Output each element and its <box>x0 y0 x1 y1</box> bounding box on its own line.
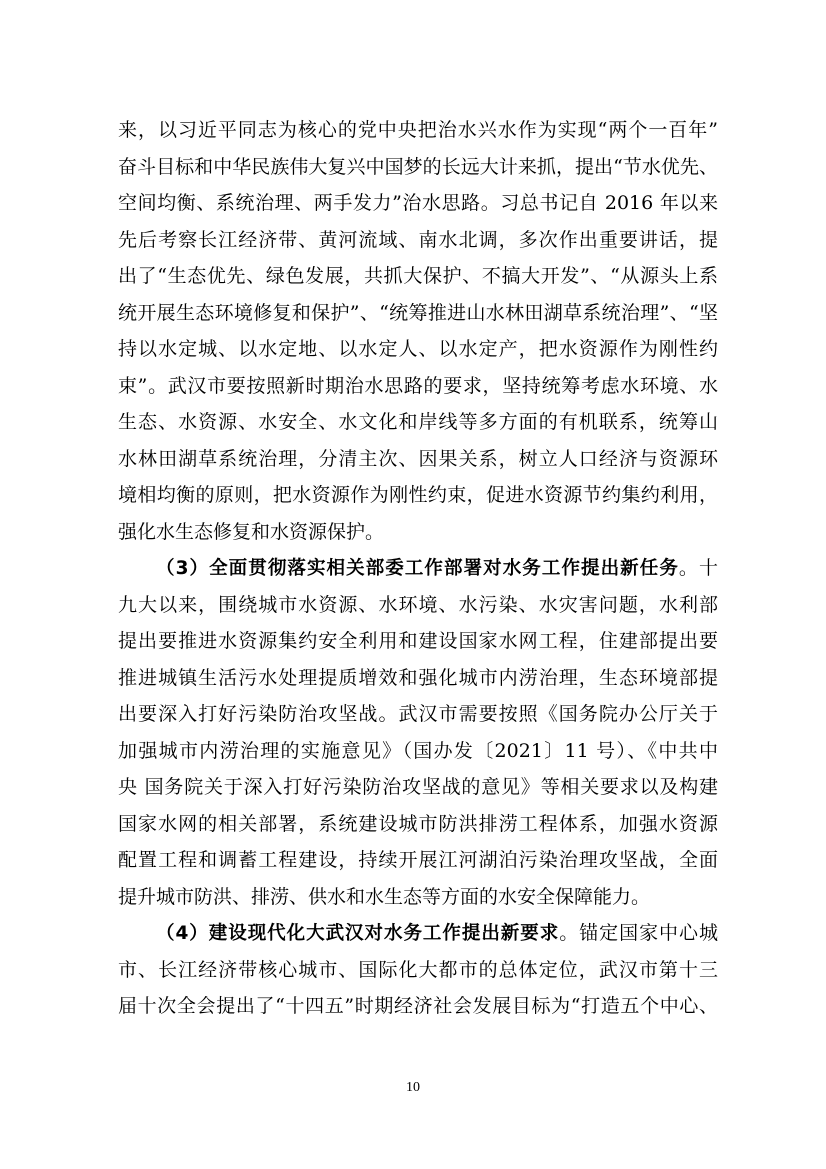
text-line <box>118 915 718 952</box>
line-text: 。十 <box>678 557 718 579</box>
text-line <box>118 952 718 989</box>
text-line <box>118 696 718 733</box>
text-line <box>118 477 718 514</box>
text-line <box>118 368 718 405</box>
line-text: 境相均衡的原则，把水资源作为刚性约束，促进水资源节约集约利用， <box>118 484 718 506</box>
text-line <box>118 222 718 259</box>
body-text <box>118 112 718 1025</box>
text-line <box>118 112 718 149</box>
text-line <box>118 404 718 441</box>
text-line <box>118 185 718 222</box>
line-text: 出了“生态优先、绿色发展，共抓大保护、不搞大开发”、“从源头上系 <box>118 265 718 287</box>
line-text: 配置工程和调蓄工程建设，持续开展江河湖泊污染治理攻坚战，全面 <box>118 849 718 871</box>
text-line <box>118 295 718 332</box>
text-line <box>118 623 718 660</box>
line-text: 束”。武汉市要按照新时期治水思路的要求，坚持统筹考虑水环境、水 <box>118 374 718 397</box>
page-number: 10 <box>406 1080 420 1095</box>
text-line <box>118 988 718 1025</box>
line-text: 市、长江经济带核心城市、国际化大都市的总体定位，武汉市第十三 <box>118 958 718 981</box>
section-heading: （4）建设现代化大武汉对水务工作提出新要求 <box>156 923 560 944</box>
text-line <box>118 550 718 587</box>
text-line <box>118 733 718 770</box>
line-text: 届十次全会提出了“十四五”时期经济社会发展目标为“打造五个中心、 <box>118 995 718 1017</box>
text-line <box>118 258 718 295</box>
line-text: 强化水生态修复和水资源保护。 <box>118 520 385 543</box>
text-line <box>118 660 718 697</box>
line-text: 水林田湖草系统治理，分清主次、因果关系，树立人口经济与资源环 <box>118 447 718 470</box>
line-text: 提出要推进水资源集约安全利用和建设国家水网工程，住建部提出要 <box>118 630 718 652</box>
line-text: 提升城市防洪、排涝、供水和水生态等方面的水安全保障能力。 <box>118 885 651 908</box>
line-text: 生态、水资源、水安全、水文化和岸线等多方面的有机联系，统筹山 <box>118 411 718 433</box>
text-line <box>118 514 718 551</box>
section-heading: （3）全面贯彻落实相关部委工作部署对水务工作提出新任务 <box>156 558 679 579</box>
line-text: 奋斗目标和中华民族伟大复兴中国梦的长远大计来抓，提出“节水优先、 <box>118 155 718 178</box>
line-text: 。锚定国家中心城 <box>559 922 718 944</box>
line-text: 推进城镇生活污水处理提质增效和强化城市内涝治理，生态环境部提 <box>118 666 718 689</box>
line-text: 来，以习近平同志为核心的党中央把治水兴水作为实现“两个一百年” <box>118 119 718 141</box>
line-text: 空间均衡、系统治理、两手发力”治水思路。习总书记自 2016 年以来 <box>118 192 718 214</box>
text-line <box>118 769 718 806</box>
text-line <box>118 149 718 186</box>
line-text: 出要深入打好污染防治攻坚战。武汉市需要按照《国务院办公厅关于 <box>118 703 718 725</box>
line-text: 持以水定城、以水定地、以水定人、以水定产，把水资源作为刚性约 <box>118 338 718 360</box>
text-line <box>118 441 718 478</box>
text-line <box>118 587 718 624</box>
line-text: 九大以来，围绕城市水资源、水环境、水污染、水灾害问题，水利部 <box>118 593 718 616</box>
text-line <box>118 331 718 368</box>
text-line <box>118 842 718 879</box>
line-text: 央 国务院关于深入打好污染防治攻坚战的意见》等相关要求以及构建 <box>118 776 718 798</box>
line-text: 先后考察长江经济带、黄河流域、南水北调，多次作出重要讲话，提 <box>118 228 718 251</box>
line-text: 国家水网的相关部署，系统建设城市防洪排涝工程体系，加强水资源 <box>118 812 718 835</box>
text-line <box>118 879 718 916</box>
line-text: 加强城市内涝治理的实施意见》（国办发〔2021〕11 号）、《中共中 <box>118 739 718 762</box>
line-text: 统开展生态环境修复和保护”、“统筹推进山水林田湖草系统治理”、“坚 <box>118 301 718 324</box>
text-line <box>118 806 718 843</box>
